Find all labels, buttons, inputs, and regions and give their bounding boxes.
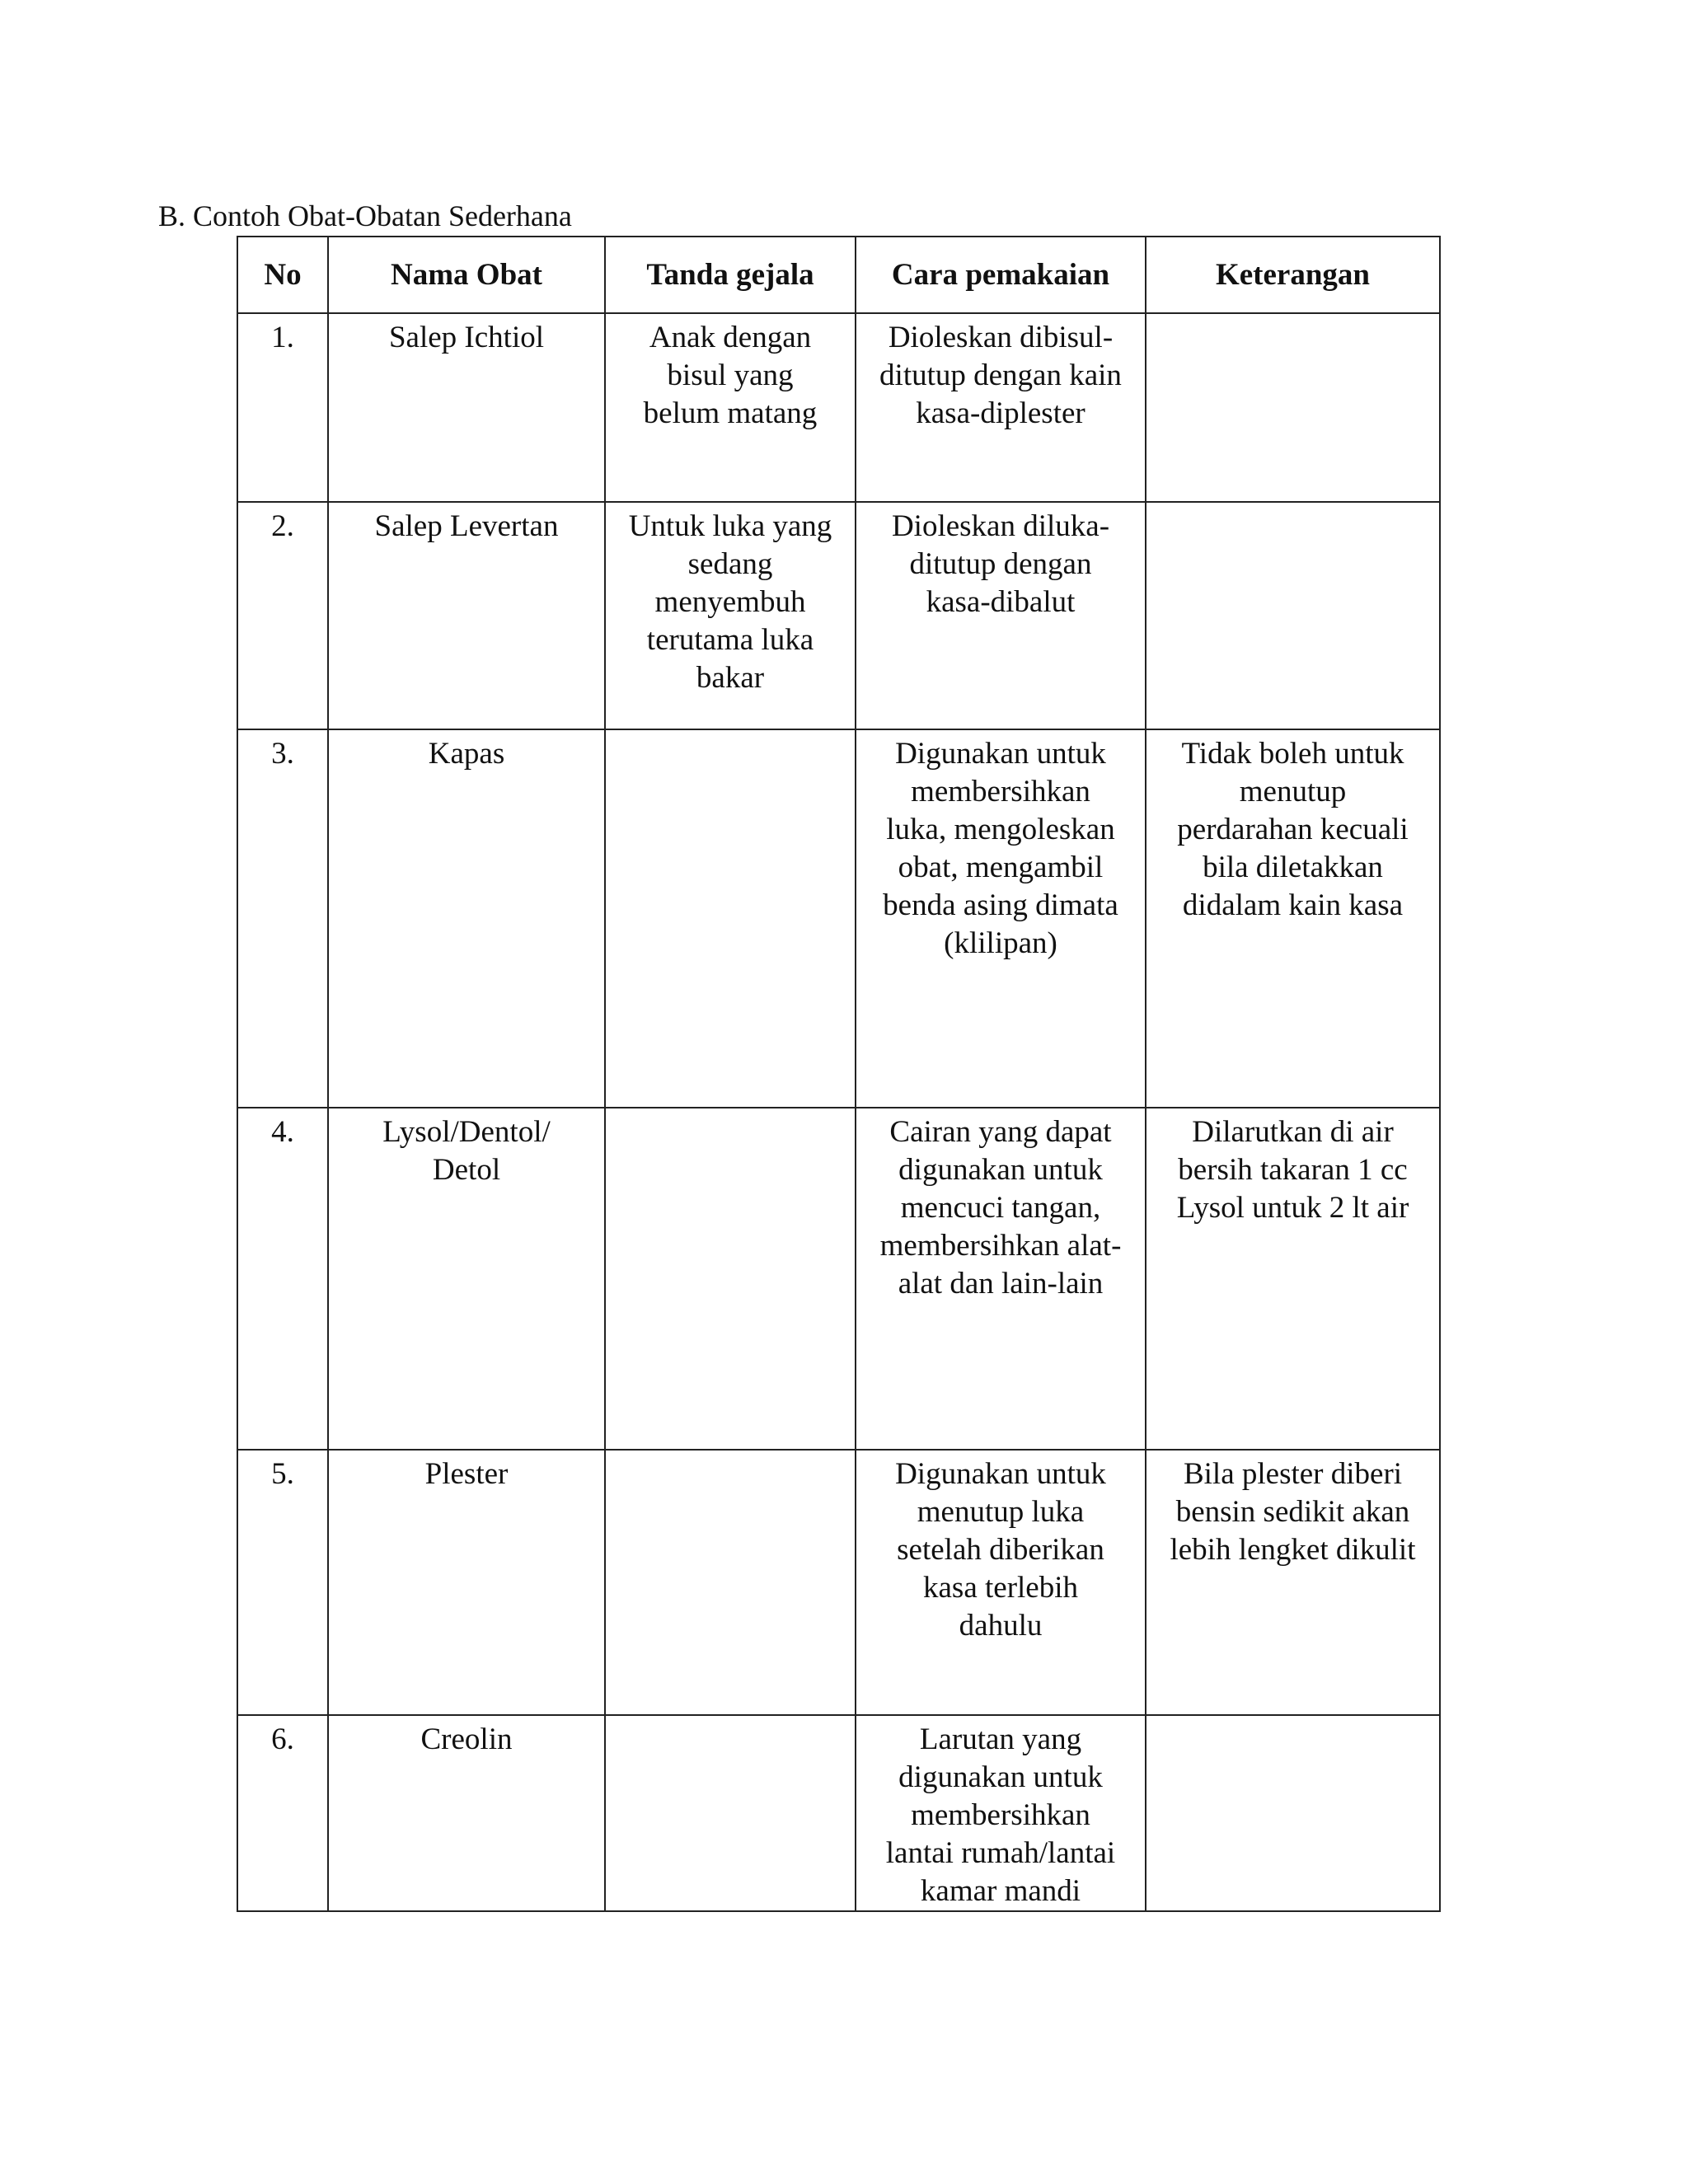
table-row — [237, 729, 1440, 1108]
cell-nama-obat: Salep Levertan — [328, 502, 605, 729]
cell-nama-obat: Plester — [328, 1450, 605, 1715]
section-heading: B. Contoh Obat-Obatan Sederhana — [158, 199, 572, 232]
cell-no: 2. — [237, 502, 328, 729]
cell-nama-obat: Lysol/Dentol/ Detol — [328, 1108, 605, 1450]
header-tanda-gejala: Tanda gejala — [605, 237, 856, 313]
cell-tanda-gejala — [605, 1108, 856, 1450]
table-header-row — [237, 237, 1440, 313]
cell-tanda-gejala — [605, 729, 856, 1108]
cell-no: 6. — [237, 1715, 328, 1911]
cell-tanda-gejala: Untuk luka yang sedang menyembuh terutama luka bakar — [605, 502, 856, 729]
cell-tanda-gejala: Anak dengan bisul yang belum matang — [605, 313, 856, 502]
cell-no: 3. — [237, 729, 328, 1108]
medicine-table — [237, 236, 1441, 1912]
header-keterangan: Keterangan — [1146, 237, 1440, 313]
cell-keterangan — [1146, 502, 1440, 729]
header-cara-pemakaian: Cara pemakaian — [856, 237, 1146, 313]
cell-nama-obat: Salep Ichtiol — [328, 313, 605, 502]
cell-nama-obat: Creolin — [328, 1715, 605, 1911]
cell-keterangan — [1146, 1715, 1440, 1911]
cell-keterangan — [1146, 313, 1440, 502]
table-row — [237, 313, 1440, 502]
cell-keterangan: Tidak boleh untuk menutup perdarahan kecuali bila diletakkan didalam kain kasa — [1146, 729, 1440, 1108]
table-row — [237, 502, 1440, 729]
cell-cara-pemakaian: Dioleskan diluka- ditutup dengan kasa-dibalut — [856, 502, 1146, 729]
cell-cara-pemakaian: Cairan yang dapat digunakan untuk mencuci tangan, membersihkan alat- alat dan lain-lain — [856, 1108, 1146, 1450]
cell-cara-pemakaian: Digunakan untuk menutup luka setelah diberikan kasa terlebih dahulu — [856, 1450, 1146, 1715]
cell-keterangan: Bila plester diberi bensin sedikit akan lebih lengket dikulit — [1146, 1450, 1440, 1715]
table-row — [237, 1450, 1440, 1715]
table-row — [237, 1715, 1440, 1911]
table-row — [237, 1108, 1440, 1450]
cell-tanda-gejala — [605, 1715, 856, 1911]
cell-no: 1. — [237, 313, 328, 502]
header-no: No — [237, 237, 328, 313]
header-nama-obat: Nama Obat — [328, 237, 605, 313]
cell-cara-pemakaian: Digunakan untuk membersihkan luka, mengoleskan obat, mengambil benda asing dimata (klilipan) — [856, 729, 1146, 1108]
cell-keterangan: Dilarutkan di air bersih takaran 1 cc Lysol untuk 2 lt air — [1146, 1108, 1440, 1450]
cell-nama-obat: Kapas — [328, 729, 605, 1108]
cell-no: 4. — [237, 1108, 328, 1450]
cell-cara-pemakaian: Larutan yang digunakan untuk membersihkan lantai rumah/lantai kamar mandi — [856, 1715, 1146, 1911]
cell-cara-pemakaian: Dioleskan dibisul- ditutup dengan kain kasa-diplester — [856, 313, 1146, 502]
cell-no: 5. — [237, 1450, 328, 1715]
cell-tanda-gejala — [605, 1450, 856, 1715]
